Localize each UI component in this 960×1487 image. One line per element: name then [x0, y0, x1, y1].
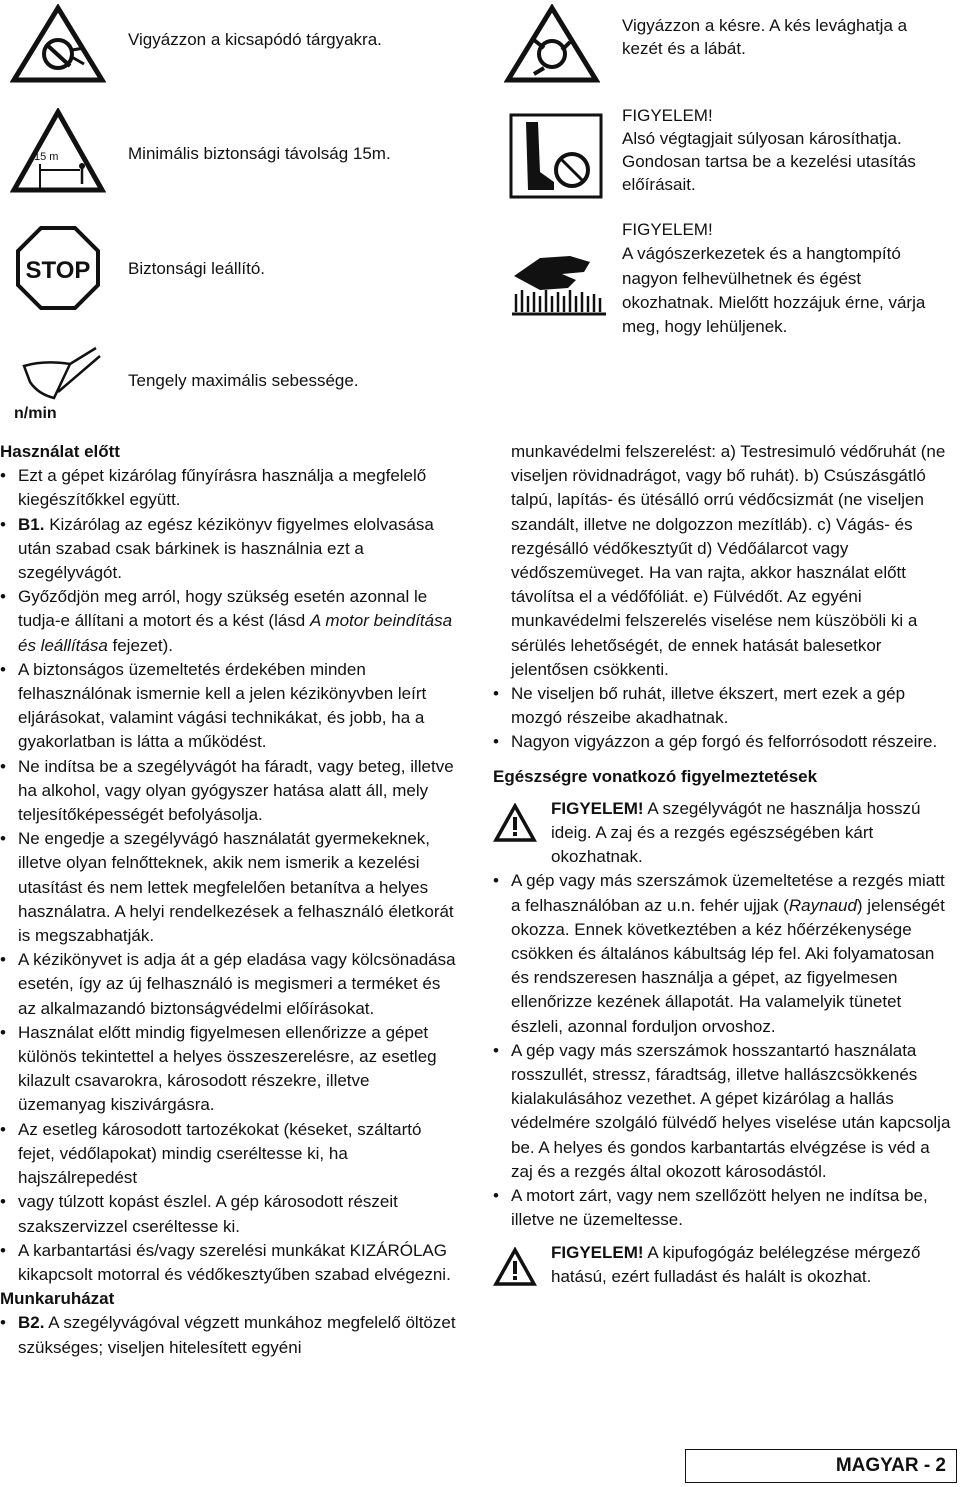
item-text: A motort zárt, vagy nem szellőzött helyen ne indítsa be, illetve ne üzemeltesse.: [511, 1186, 928, 1230]
warning-title: FIGYELEM!: [551, 1242, 644, 1262]
blade-warning-icon: [504, 4, 600, 84]
symbol-line: meg, hogy lehüljenek.: [622, 317, 788, 337]
item-text: A karbantartási és/vagy szerelési munkákat KIZÁRÓLAG kikapcsolt motorral és védőkesztyűben szabad elvégezni.: [18, 1240, 451, 1284]
item-text: ) jelenségét okozza. Ennek következtében a kéz hőérzékenysége csökken és általános kábultság lép fel. Aki folyamatosan és rendszeresen használja a gépet, az figyelmesen ellenőrizze kezének állapotát. Ha valamelyik tünetet észleli, azonnal forduljon orvoshoz.: [511, 895, 945, 1036]
warning-title: FIGYELEM!: [622, 220, 713, 239]
clothing-list: [0, 1311, 462, 1359]
warning-title: FIGYELEM!: [622, 106, 713, 125]
list-item: [0, 658, 462, 755]
usage-list: [0, 464, 462, 1287]
symbol-line: Gondosan tartsa be a kezelési utasítás: [622, 152, 916, 171]
chapter-ref: A motor beindítása és leállítása: [18, 611, 453, 655]
page-footer: MAGYAR - 2: [685, 1449, 957, 1483]
hot-surface-icon: [510, 240, 610, 316]
item-text: Kizárólag az egész kézikönyv figyelmes elolvasása után szabad csak bárkinek is használnia ezt a szegélyvágót.: [18, 514, 434, 583]
warning-title: FIGYELEM!: [551, 798, 644, 818]
symbol-line: nagyon felhevülhetnek és égést: [622, 268, 862, 288]
paragraph: munkavédelmi felszerelést: a) Testresimuló védőruhát (ne viseljen rövidnadrágot, vagy bő ruhát). b) Csúszásgátló talpú, lapítás- és ütésálló orrú védőcsizmát (ne viseljen szandált, illetve ne dolgozzon mezítláb). c) Vágás- és rezgésálló védőkesztyűt d) Védőálarcot vagy védőszemüveget. Ha van rajta, akkor használat előtt távolítsa el a védőfóliát. e) Fülvédőt. Az egyéni munkavédelmi felszerelés viselése nem küszöböli ki a sérülés lehetőségét, de ennek hatását balesetkor jelentősen csökkenti.: [511, 442, 946, 679]
symbol-text: [622, 104, 916, 196]
section-heading: Munkaruházat: [0, 1289, 115, 1309]
list-item: [0, 585, 462, 658]
warning-triangle-icon: [493, 803, 537, 843]
item-text: A gép vagy más szerszámok üzemeltetése a rezgés miatt a felhasználóban az u.n. fehér ujjak (: [511, 871, 945, 915]
symbol-text: [622, 14, 907, 60]
list-item: [0, 1118, 462, 1191]
item-text: Nagyon vigyázzon a gép forgó és felforrósodott részeire.: [511, 732, 938, 752]
item-text: Az esetleg károsodott tartozékokat (késeket, száltartó fejet, védőlapokat) mindig cseréltesse ki, ha hajszálrepedést: [18, 1119, 422, 1188]
item-text: A kézikönyvet is adja át a gép eladása vagy kölcsönadása esetén, így az új felhasználó is megismeri a terméket és az alkalmazandó biztonságvédelmi előírásokat.: [18, 950, 456, 1018]
distance-label: 15 m: [34, 151, 59, 163]
symbol-line: Alsó végtagjait súlyosan károsíthatja.: [622, 129, 902, 148]
italic-term: Raynaud: [788, 895, 857, 915]
left-column: [0, 440, 462, 1360]
list-item: [0, 1239, 462, 1287]
list-item: [0, 513, 462, 586]
health-list: [493, 869, 955, 1232]
figure-ref: B1.: [18, 514, 45, 534]
max-shaft-speed-icon: [14, 344, 110, 424]
item-text: Ne indítsa be a szegélyvágót ha fáradt, vagy beteg, illetve ha alkohol, vagy olyan gyógyszer hatása alatt áll, mely teljesítőképességét befolyásolja.: [18, 756, 454, 825]
section-heading: Használat előtt: [0, 442, 120, 461]
item-text: fejezet).: [107, 635, 173, 655]
item-text: Ne engedje a szegélyvágó használatát gyermekeknek, illetve olyan felnőtteknek, akik nem ismerik a kezelési utasítást és nem lettek megfelelően betanítva a helyes használatra. A helyi rendelkezések a felhasználó életkorát is megszabhatják.: [18, 829, 454, 946]
symbol-text: [622, 218, 925, 339]
speed-label: n/min: [14, 405, 57, 422]
list-item: [493, 869, 955, 1038]
list-item: [493, 682, 955, 730]
warning-text: A kipufogógáz belélegzése mérgező hatású, ezért fulladást és halált is okozhat.: [551, 1242, 921, 1286]
list-item: [0, 464, 462, 512]
symbol-text: Vigyázzon a kicsapódó tárgyakra.: [128, 30, 382, 49]
list-item: [0, 1311, 462, 1359]
list-item: [0, 1021, 462, 1118]
item-text: vagy túlzott kopást észlel. A gép károsodott részeit szakszervizzel cseréltesse ki.: [18, 1192, 398, 1236]
symbol-text: Minimális biztonsági távolság 15m.: [128, 144, 391, 163]
list-item: [493, 1039, 955, 1184]
list-item: [0, 1190, 462, 1238]
item-text: Győződjön meg arról, hogy szükség esetén azonnal le tudja-e állítani a motort és a kést (lásd: [18, 587, 428, 631]
symbol-line: kezét és a lábát.: [622, 39, 746, 58]
symbol-text: Biztonsági leállító.: [128, 259, 266, 278]
safety-distance-15m-icon: [10, 108, 106, 194]
item-text: A gép vagy más szerszámok hosszantartó használata rosszullét, stressz, fáradtság, illetve hallászcsökkenés kialakulásához vezethet. A gépet kizárólag a hallás védelmére szolgáló fülvédő helyes viselése után kapcsolja be. A helyes és gondos karbantartás elvégzése is véd a zaj és a rezgés által okozott károsodástól.: [511, 1040, 951, 1181]
figure-ref: B2.: [18, 1313, 45, 1333]
item-text: Ezt a gépet kizárólag fűnyírásra használja a megfelelő kiegészítőkkel együtt.: [18, 466, 427, 510]
item-text: Ne viseljen bő ruhát, illetve ékszert, mert ezek a gép mozgó részeibe akadhatnak.: [511, 684, 906, 728]
item-text: A szegélyvágóval végzett munkához megfelelő öltözet szükséges; viseljen hitelesített egyéni: [18, 1313, 456, 1357]
health-warning: [493, 797, 955, 870]
foot-injury-warning-icon: [508, 112, 604, 200]
list-item: [0, 827, 462, 948]
symbol-line: A vágószerkezetek és a hangtompító: [622, 244, 901, 264]
stop-sign-icon: [16, 226, 100, 310]
list-item: [493, 1184, 955, 1232]
stop-label: STOP: [25, 257, 91, 284]
symbol-text: Tengely maximális sebessége.: [128, 371, 359, 390]
right-column: [493, 440, 955, 1293]
thrown-objects-warning-icon: [10, 4, 106, 84]
item-text: A biztonságos üzemeltetés érdekében minden felhasználónak ismernie kell a jelen kézikönyvben leírt eljárásokat, valamint vágási technikákat, és jobb, ha a gyakorlatban is látta a működést.: [18, 659, 427, 752]
clothing-list-continued: [493, 682, 955, 755]
list-item: [0, 948, 462, 1021]
item-text: Használat előtt mindig figyelmesen ellenőrizze a gépet különös tekintettel a helyes összeszerelésre, az esetleg kilazult csavarokra, károsodott részekre, illetve üzemanyag kiszivárgásra.: [18, 1022, 437, 1115]
warning-triangle-icon: [493, 1247, 537, 1287]
list-item: [0, 755, 462, 828]
symbol-line: okozhatnak. Mielőtt hozzájuk érne, várja: [622, 292, 926, 312]
symbol-line: előírásait.: [622, 175, 696, 194]
symbol-line: Vigyázzon a késre. A kés levághatja a: [622, 16, 908, 35]
exhaust-warning: [493, 1241, 955, 1293]
list-item: [493, 730, 955, 754]
section-heading: Egészségre vonatkozó figyelmeztetések: [493, 766, 818, 786]
warning-text: A szegélyvágót ne használja hosszú ideig. A zaj és a rezgés egészségében kárt okozhatnak.: [551, 798, 921, 867]
